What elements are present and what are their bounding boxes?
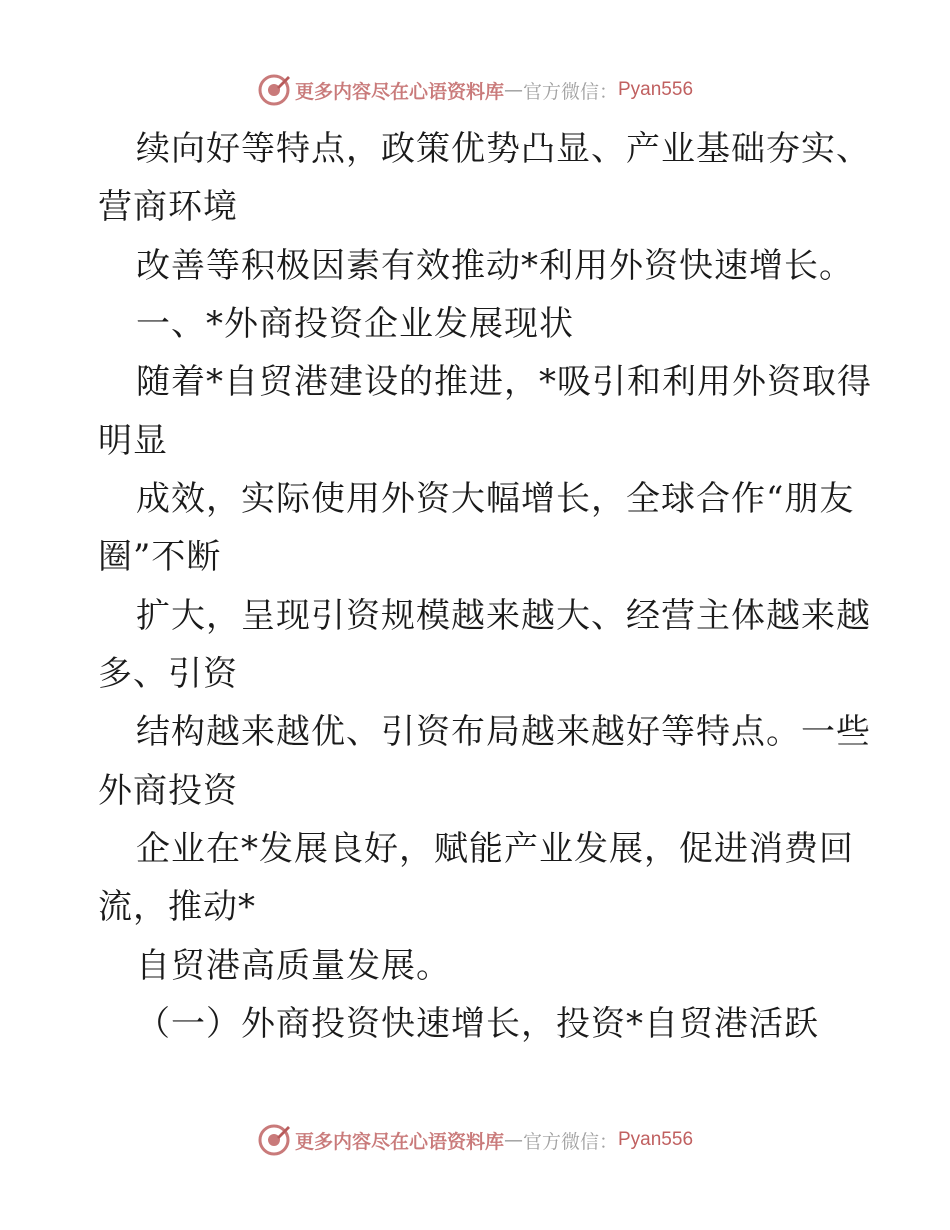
paragraph-line: 自贸港高质量发展。 <box>136 946 451 986</box>
paragraph-line: 营商环境 <box>98 187 238 227</box>
header-watermark <box>0 70 950 110</box>
watermark-id: Pyan556 <box>618 79 694 100</box>
paragraph-line: 圈”不断 <box>98 537 222 577</box>
subsection-heading: （一）外商投资快速增长，投资*自贸港活跃 <box>136 1004 819 1044</box>
footer-watermark <box>0 1120 950 1160</box>
section-heading: 一、*外商投资企业发展现状 <box>136 304 574 344</box>
paragraph-line: 多、引资 <box>98 654 238 694</box>
pen-logo-icon <box>257 1123 291 1157</box>
watermark-label: 官方微信： <box>522 1130 618 1153</box>
watermark-separator: — <box>503 79 523 101</box>
watermark-separator: — <box>503 1129 523 1151</box>
paragraph-line: 续向好等特点，政策优势凸显、产业基础夯实、 <box>136 129 871 169</box>
watermark-brand: 更多内容尽在心语资料库 <box>294 80 504 103</box>
watermark-brand: 更多内容尽在心语资料库 <box>294 1130 504 1153</box>
paragraph-line: 结构越来越优、引资布局越来越好等特点。一些 <box>136 712 871 752</box>
watermark-label: 官方微信： <box>522 80 618 103</box>
pen-logo-icon <box>257 73 291 107</box>
paragraph-line: 成效，实际使用外资大幅增长，全球合作“朋友 <box>136 479 855 519</box>
watermark-id: Pyan556 <box>618 1129 694 1150</box>
paragraph-line: 扩大，呈现引资规模越来越大、经营主体越来越 <box>136 596 871 636</box>
paragraph-line: 企业在*发展良好，赋能产业发展，促进消费回 <box>136 829 854 869</box>
paragraph-line: 改善等积极因素有效推动*利用外资快速增长。 <box>136 246 854 286</box>
paragraph-line: 流，推动* <box>98 887 256 927</box>
paragraph-line: 随着*自贸港建设的推进，*吸引和利用外资取得 <box>136 362 872 402</box>
paragraph-line: 明显 <box>98 421 168 461</box>
paragraph-line: 外商投资 <box>98 771 238 811</box>
